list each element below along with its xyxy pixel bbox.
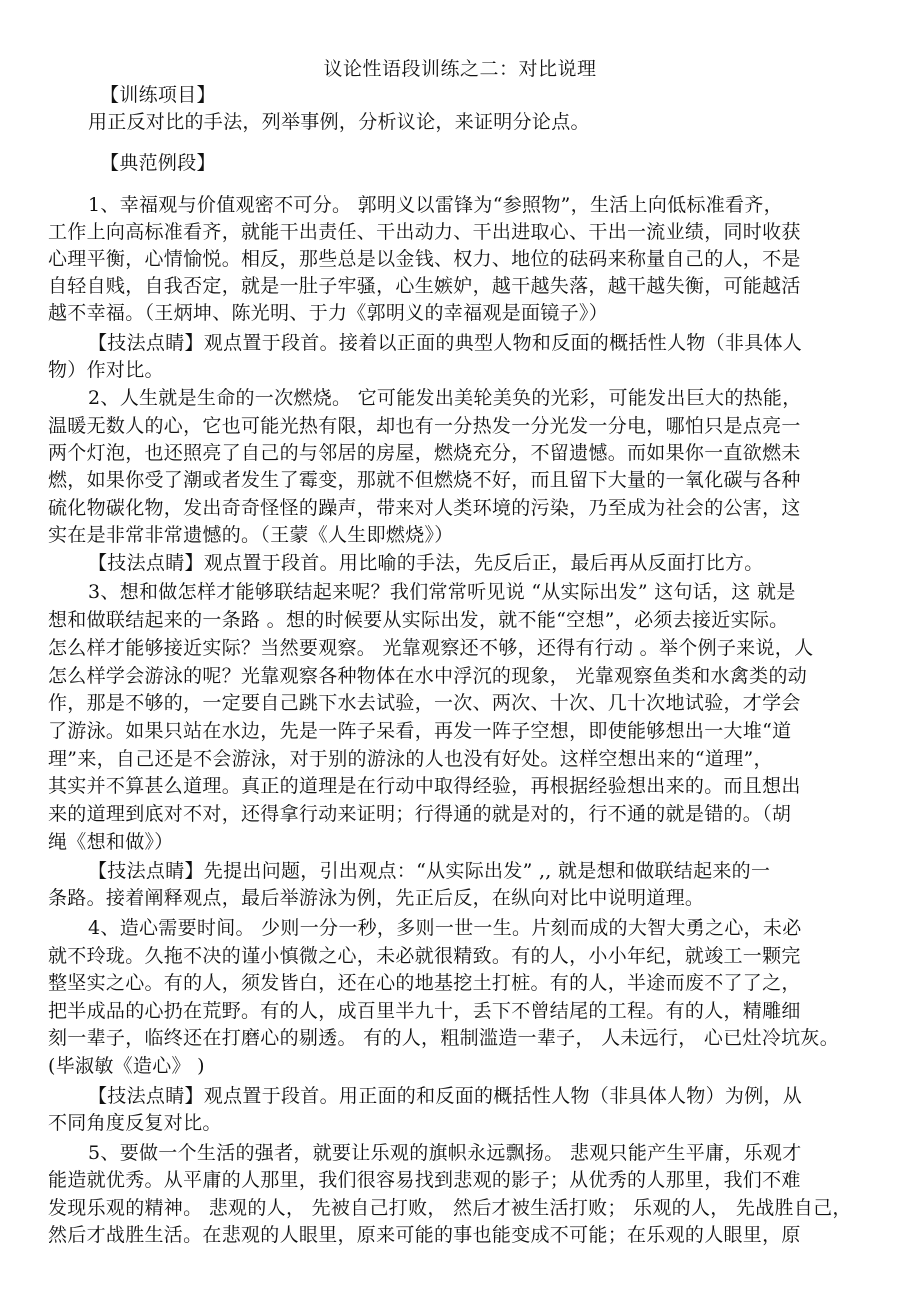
project-text: 用正反对比的手法，列举事例，分析议论，来证明分论点。 xyxy=(88,111,590,133)
paragraph-line: 5、要做一个生活的强者，就要让乐观的旗帜永远飘扬。 悲观只能产生平庸，乐观才 xyxy=(88,1142,802,1164)
technique-note: 【技法点睛】观点置于段首。接着以正面的典型人物和反面的概括性人物（非具体人 xyxy=(88,332,803,354)
paragraph-line: 来的道理到底对不对，还得拿行动来证明；行得通的就是对的，行不通的就是错的。（胡 xyxy=(48,803,792,825)
paragraph-line: 然后才战胜生活。在悲观的人眼里，原来可能的事也能变成不可能；在乐观的人眼里，原 xyxy=(48,1224,801,1246)
paragraph-line: 燃，如果你受了潮或者发生了霉变，那就不但燃烧不好，而且留下大量的一氧化碳与各种 xyxy=(48,469,801,491)
paragraph-line: 3、想和做怎样才能够联结起来呢？我们常常听见说 “从实际出发” 这句话，这 就是 xyxy=(88,581,796,603)
paragraph-line: 越不幸福。（王炳坤、陈光明、于力《郭明义的幸福观是面镜子》） xyxy=(48,302,609,324)
technique-note: 【技法点睛】先提出问题，引出观点：“从实际出发” ,, 就是想和做联结起来的一 xyxy=(88,860,771,882)
paragraph-line: 整坚实之心。有的人，须发皆白，还在心的地基挖土打桩。有的人，半途而废不了了之， xyxy=(48,972,801,994)
paragraph-line: 两个灯泡，也还照亮了自己的与邻居的房屋，燃烧充分，不留遗憾。而如果你一直欲燃未 xyxy=(48,442,801,464)
paragraph-line: 了游泳。如果只站在水边，先是一阵子呆看，再发一阵子空想，即使能够想出一大堆“道 xyxy=(48,720,792,742)
paragraph-line: 其实并不算甚么道理。真正的道理是在行动中取得经验，再根据经验想出来的。而且想出 xyxy=(48,775,801,797)
section-heading-project: 【训练项目】 xyxy=(100,84,216,106)
technique-note: 【技法点睛】观点置于段首。用正面的和反面的概括性人物（非具体人物）为例，从 xyxy=(88,1085,803,1107)
paragraph-line: 硫化物碳化物，发出奇奇怪怪的躁声，带来对人类环境的污染，乃至成为社会的公害，这 xyxy=(48,497,801,519)
paragraph-line: 刻一辈子，临终还在打磨心的剔透。 有的人，粗制滥造一辈子， 人未远行， 心已灶冷坑灰。 xyxy=(48,1027,840,1049)
paragraph-line: 怎么样学会游泳的呢？光靠观察各种物体在水中浮沉的现象， 光靠观察鱼类和水禽类的动 xyxy=(48,665,808,687)
page-title: 议论性语段训练之二：对比说理 xyxy=(323,58,597,80)
technique-note: 条路。接着阐释观点，最后举游泳为例，先正后反，在纵向对比中说明道理。 xyxy=(48,887,705,909)
paragraph-line: 4、造心需要时间。 少则一分一秒，多则一世一生。片刻而成的大智大勇之心，未必 xyxy=(88,917,802,939)
technique-note: 不同角度反复对比。 xyxy=(48,1112,222,1134)
paragraph-line: 把半成品的心扔在荒野。有的人，成百里半九十，丢下不曾结尾的工程。有的人，精雕细 xyxy=(48,1000,801,1022)
paragraph-line: 就不玲珑。久拖不决的谨小慎微之心，未必就很精致。有的人，小小年纪，就竣工一颗完 xyxy=(48,945,801,967)
section-heading-examples: 【典范例段】 xyxy=(100,152,216,174)
paragraph-line: 怎么样才能够接近实际？当然要观察。 光靠观察还不够，还得有行动 。举个例子来说，人 xyxy=(48,637,814,659)
paragraph-line: 能造就优秀。从平庸的人那里，我们很容易找到悲观的影子；从优秀的人那里，我们不难 xyxy=(48,1169,801,1191)
paragraph-line: (毕淑敏《造心》 ) xyxy=(48,1055,205,1077)
paragraph-line: 理”来，自己还是不会游泳，对于别的游泳的人也没有好处。这样空想出来的“道理”， xyxy=(48,748,773,770)
technique-note: 物）作对比。 xyxy=(48,359,164,381)
paragraph-line: 实在是非常非常遗憾的。（王蒙《人生即燃烧》） xyxy=(48,524,454,546)
paragraph-line: 绳《想和做》） xyxy=(48,831,174,853)
paragraph-line: 工作上向高标准看齐，就能干出责任、干出动力、干出进取心、干出一流业绩，同时收获 xyxy=(48,221,801,243)
paragraph-line: 温暖无数人的心，它也可能光热有限，却也有一分热发一分光发一分电，哪怕只是点亮一 xyxy=(48,415,801,437)
paragraph-line: 想和做联结起来的一条路 。想的时候要从实际出发，就不能“空想”，必须去接近实际。 xyxy=(48,609,789,631)
paragraph-line: 1、幸福观与价值观密不可分。 郭明义以雷锋为“参照物”，生活上向低标准看齐， xyxy=(88,194,783,216)
technique-note: 【技法点睛】观点置于段首。用比喻的手法，先反后正，最后再从反面打比方。 xyxy=(88,552,764,574)
paragraph-line: 作，那是不够的，一定要自己跳下水去试验，一次、两次、十次、几十次地试验，才学会 xyxy=(48,692,801,714)
paragraph-line: 发现乐观的精神。 悲观的人， 先被自己打败， 然后才被生活打败； 乐观的人， 先战胜自己， xyxy=(48,1197,852,1219)
paragraph-line: 心理平衡，心情愉悦。相反，那些总是以金钱、权力、地位的砝码来称量自己的人，不是 xyxy=(48,248,801,270)
paragraph-line: 自轻自贱，自我否定，就是一肚子牢骚，心生嫉妒，越干越失落，越干越失衡，可能越活 xyxy=(48,275,801,297)
paragraph-line: 2、人生就是生命的一次燃烧。 它可能发出美轮美奂的光彩，可能发出巨大的热能， xyxy=(88,387,802,409)
